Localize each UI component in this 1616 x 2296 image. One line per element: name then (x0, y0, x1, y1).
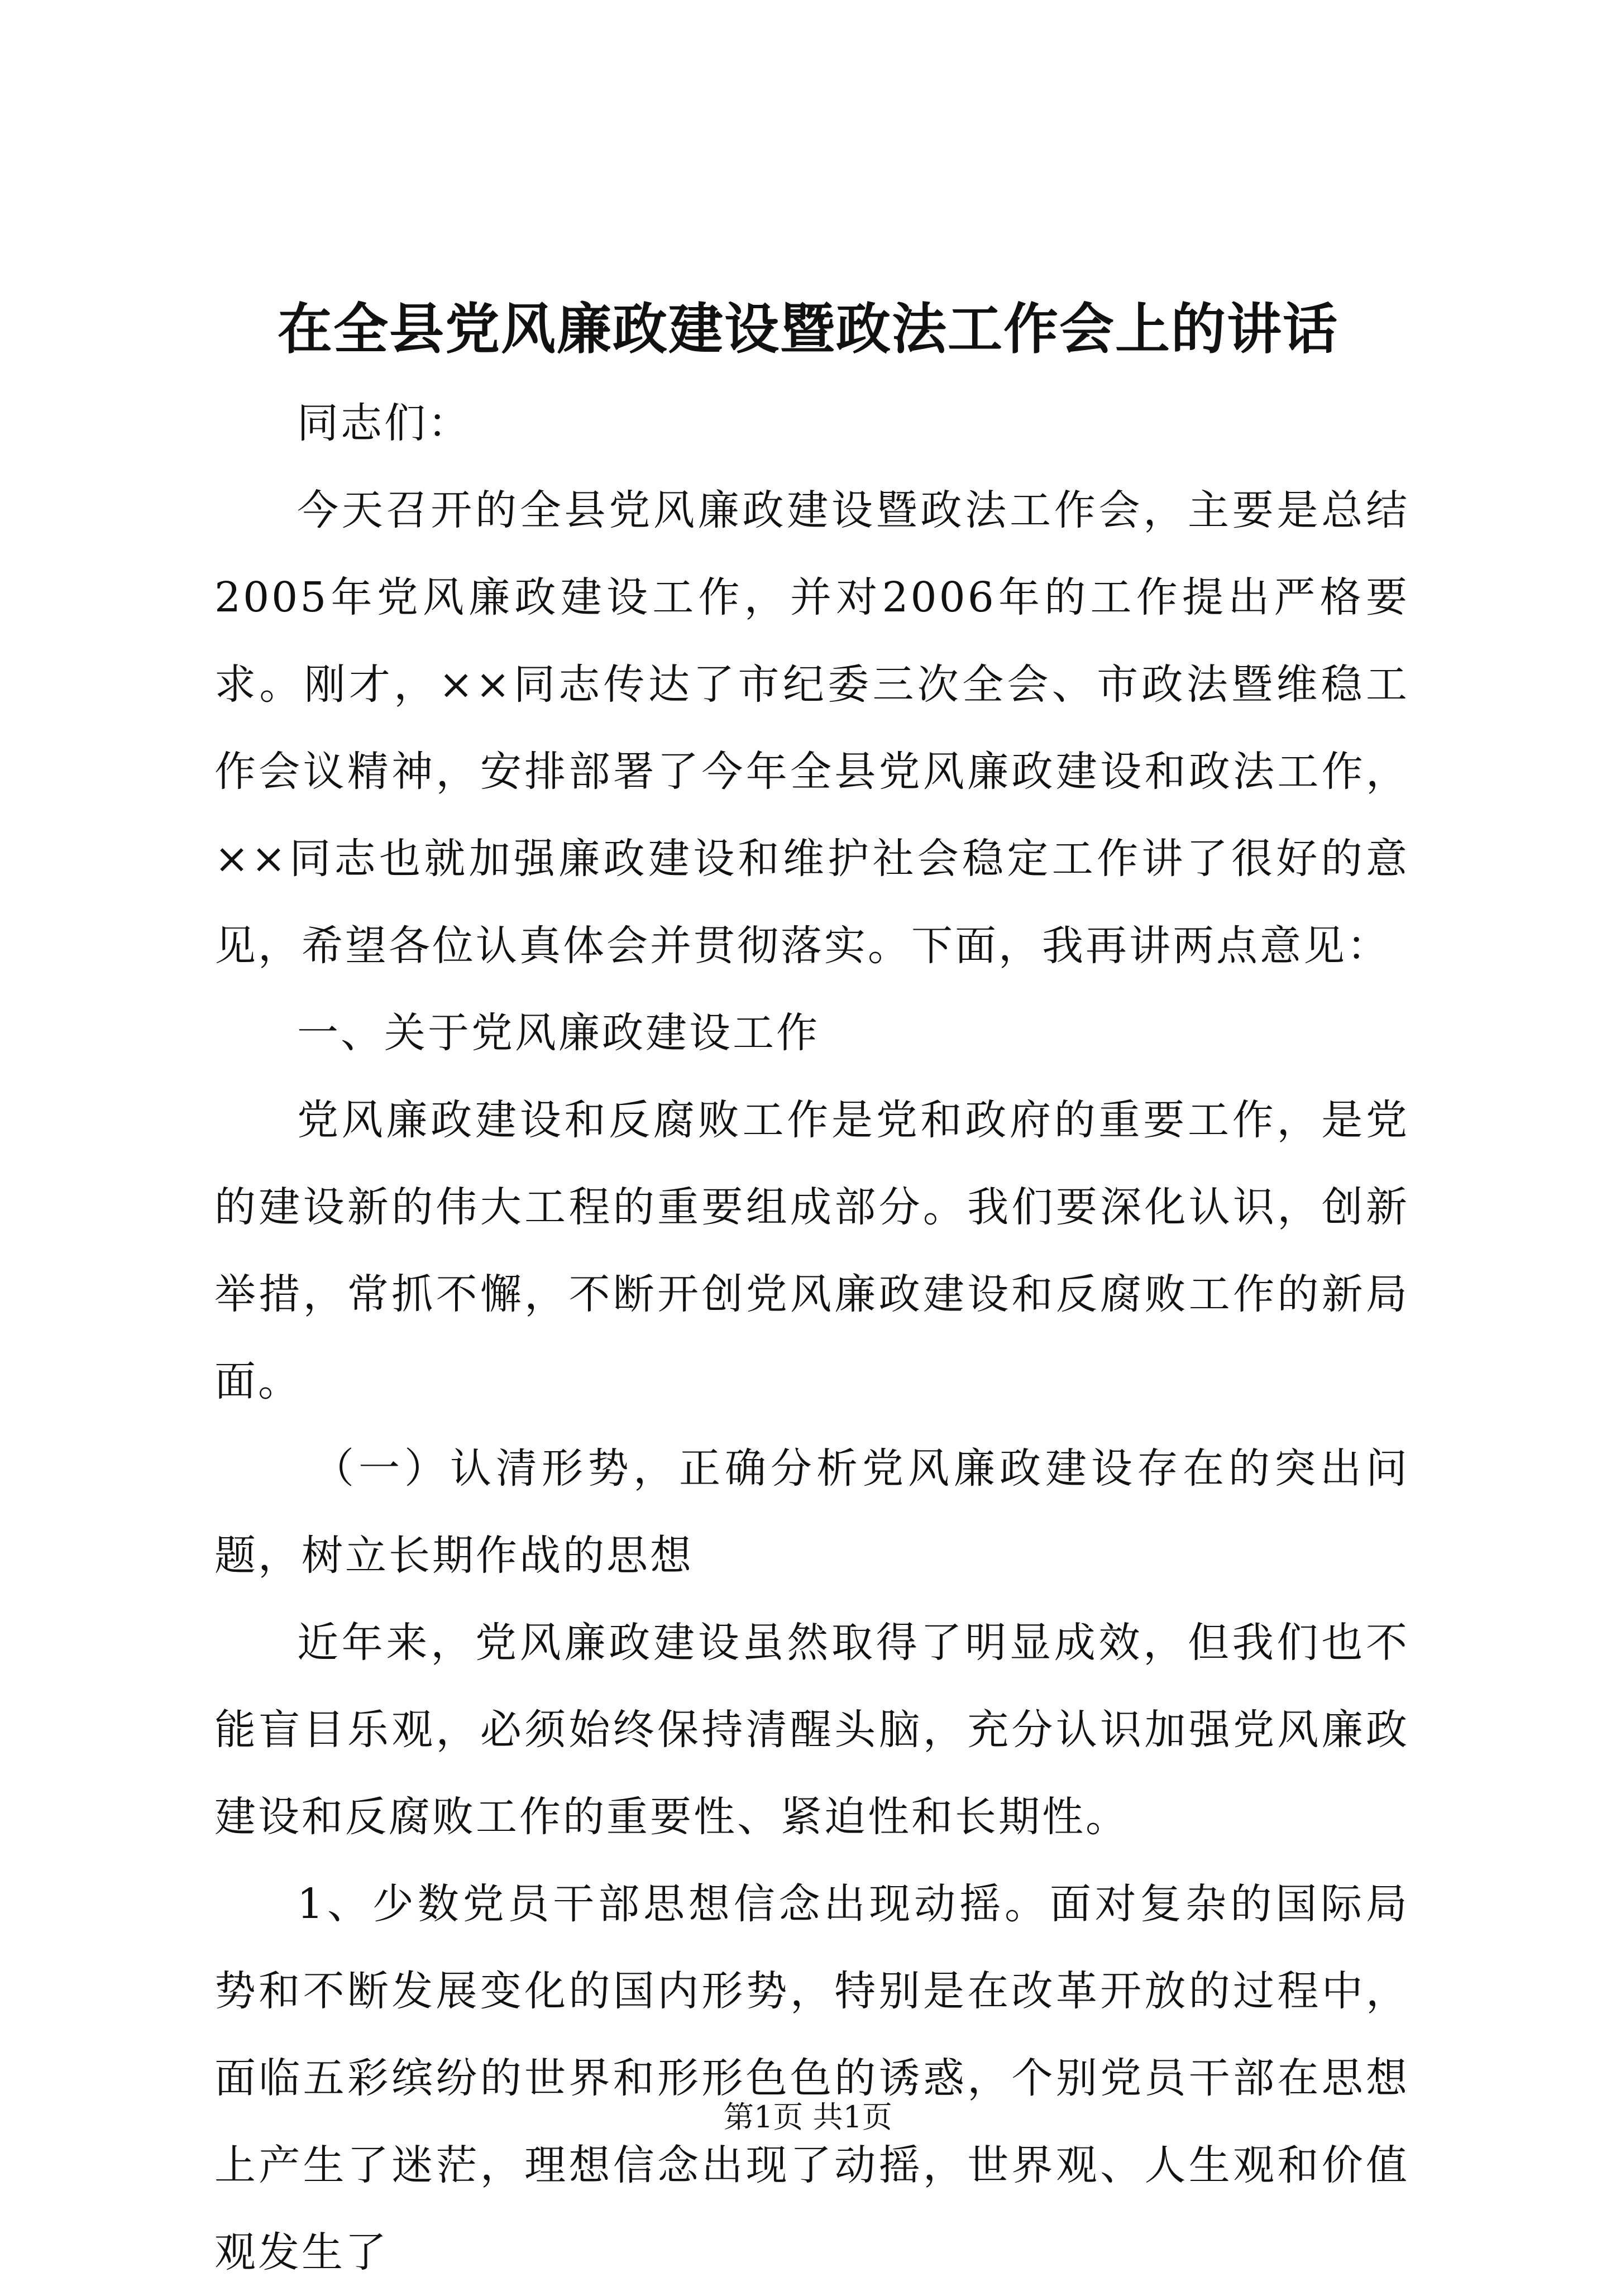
paragraph-section-intro: 党风廉政建设和反腐败工作是党和政府的重要工作，是党的建设新的伟大工程的重要组成部分。我们要深化认识，创新举措，常抓不懈，不断开创党风廉政建设和反腐败工作的新局面。 (214, 1096, 1409, 1405)
subsection-heading: （一）认清形势，正确分析党风廉政建设存在的突出问题，树立长期作战的思想 (214, 1444, 1409, 1580)
paragraph-point-1: 1、少数党员干部思想信念出现动摇。面对复杂的国际局势和不断发展变化的国内形势，特别是在改革开放的过程中，面临五彩缤纷的世界和形形色色的诱惑，个别党员干部在思想上产生了迷茫，理想信念出现了动摇，世界观、人生观和价值观发生了 (214, 1880, 1409, 2276)
salutation: 同志们： (297, 399, 471, 447)
section-heading: 一、关于党风廉政建设工作 (297, 1009, 820, 1057)
document-body (214, 380, 1409, 2296)
page-footer: 第1页 共1页 (724, 2099, 892, 2135)
paragraph-situation: 近年来，党风廉政建设虽然取得了明显成效，但我们也不能盲目乐观，必须始终保持清醒头脑，充分认识加强党风廉政建设和反腐败工作的重要性、紧迫性和长期性。 (214, 1619, 1409, 1841)
document-title: 在全县党风廉政建设暨政法工作会上的讲话 (277, 297, 1338, 361)
paragraph-intro: 今天召开的全县党风廉政建设暨政法工作会，主要是总结2005年党风廉政建设工作，并对2006年的工作提出严格要求。刚才，××同志传达了市纪委三次全会、市政法暨维稳工作会议精神，安排部署了今年全县党风廉政建设和政法工作，××同志也就加强廉政建设和维护社会稳定工作讲了很好的意见，希望各位认真体会并贯彻落实。下面，我再讲两点意见： (214, 486, 1409, 970)
